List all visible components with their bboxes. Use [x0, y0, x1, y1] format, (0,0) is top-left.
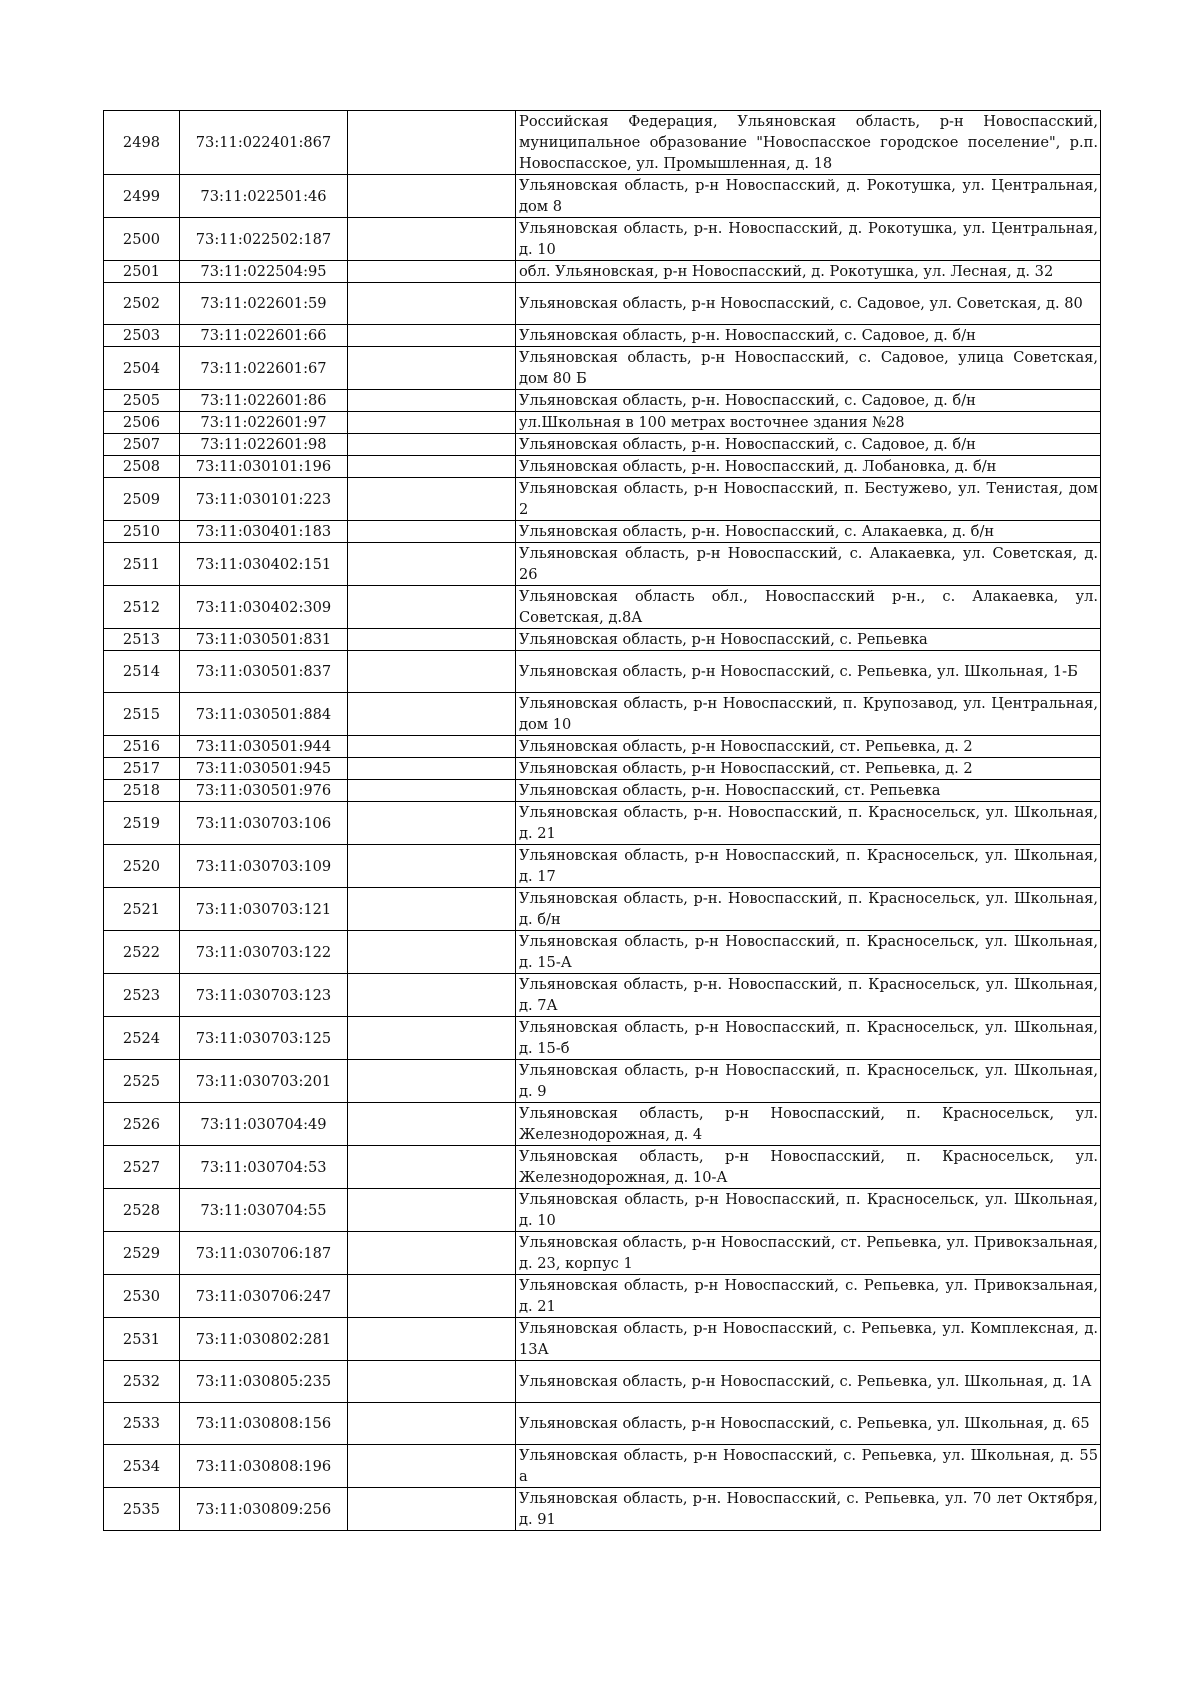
- empty-cell: [348, 412, 516, 434]
- empty-cell: [348, 1146, 516, 1189]
- table-row: [104, 283, 1101, 325]
- row-number: 2529: [104, 1232, 180, 1275]
- address: Ульяновская область, р-н Новоспасский, ст. Репьевка, ул. Привокзальная, д. 23, корпус 1: [516, 1232, 1101, 1275]
- table-row: [104, 1189, 1101, 1232]
- row-number: 2509: [104, 478, 180, 521]
- cadastral-number: 73:11:030808:196: [180, 1445, 348, 1488]
- row-number: 2533: [104, 1403, 180, 1445]
- table-row: [104, 412, 1101, 434]
- row-number: 2511: [104, 543, 180, 586]
- cadastral-number: 73:11:030402:309: [180, 586, 348, 629]
- table-row: [104, 218, 1101, 261]
- row-number: 2516: [104, 736, 180, 758]
- table-row: [104, 888, 1101, 931]
- table-row: [104, 456, 1101, 478]
- cadastral-number: 73:11:030501:944: [180, 736, 348, 758]
- row-number: 2523: [104, 974, 180, 1017]
- cadastral-number: 73:11:030703:121: [180, 888, 348, 931]
- row-number: 2534: [104, 1445, 180, 1488]
- row-number: 2527: [104, 1146, 180, 1189]
- address: Ульяновская область, р-н. Новоспасский, д. Рокотушка, ул. Центральная, д. 10: [516, 218, 1101, 261]
- cadastral-number: 73:11:022501:46: [180, 175, 348, 218]
- cadastral-number: 73:11:030501:945: [180, 758, 348, 780]
- address: Ульяновская область, р-н Новоспасский, ст. Репьевка, д. 2: [516, 736, 1101, 758]
- row-number: 2535: [104, 1488, 180, 1531]
- row-number: 2503: [104, 325, 180, 347]
- table-row: [104, 1403, 1101, 1445]
- row-number: 2524: [104, 1017, 180, 1060]
- address: Ульяновская область, р-н Новоспасский, с. Садовое, улица Советская, дом 80 Б: [516, 347, 1101, 390]
- empty-cell: [348, 1017, 516, 1060]
- empty-cell: [348, 693, 516, 736]
- table-row: [104, 629, 1101, 651]
- cadastral-number: 73:11:030703:123: [180, 974, 348, 1017]
- table-row: [104, 1146, 1101, 1189]
- table-row: [104, 1488, 1101, 1531]
- table-row: [104, 261, 1101, 283]
- address: Российская Федерация, Ульяновская область, р-н Новоспасский, муниципальное образование "Новоспасское городское поселение", р.п. Новоспасское, ул. Промышленная, д. 18: [516, 111, 1101, 175]
- empty-cell: [348, 1488, 516, 1531]
- table-row: [104, 1060, 1101, 1103]
- address: Ульяновская область, р-н Новоспасский, с. Репьевка, ул. Комплексная, д. 13А: [516, 1318, 1101, 1361]
- table-row: [104, 1275, 1101, 1318]
- table-body: [104, 111, 1101, 1531]
- row-number: 2519: [104, 802, 180, 845]
- table-row: [104, 845, 1101, 888]
- row-number: 2514: [104, 651, 180, 693]
- empty-cell: [348, 931, 516, 974]
- address: Ульяновская область, р-н Новоспасский, д. Рокотушка, ул. Центральная, дом 8: [516, 175, 1101, 218]
- table-row: [104, 736, 1101, 758]
- address: обл. Ульяновская, р-н Новоспасский, д. Рокотушка, ул. Лесная, д. 32: [516, 261, 1101, 283]
- cadastral-number: 73:11:030101:196: [180, 456, 348, 478]
- address: Ульяновская область, р-н Новоспасский, с. Репьевка, ул. Школьная, д. 55 а: [516, 1445, 1101, 1488]
- empty-cell: [348, 629, 516, 651]
- row-number: 2531: [104, 1318, 180, 1361]
- row-number: 2498: [104, 111, 180, 175]
- cadastral-number: 73:11:030704:55: [180, 1189, 348, 1232]
- empty-cell: [348, 651, 516, 693]
- row-number: 2508: [104, 456, 180, 478]
- empty-cell: [348, 175, 516, 218]
- empty-cell: [348, 1445, 516, 1488]
- empty-cell: [348, 1060, 516, 1103]
- table-row: [104, 1318, 1101, 1361]
- cadastral-number: 73:11:030101:223: [180, 478, 348, 521]
- table-row: [104, 931, 1101, 974]
- table-row: [104, 1361, 1101, 1403]
- empty-cell: [348, 543, 516, 586]
- empty-cell: [348, 780, 516, 802]
- empty-cell: [348, 347, 516, 390]
- address: Ульяновская область, р-н Новоспасский, с. Репьевка, ул. Школьная, д. 1А: [516, 1361, 1101, 1403]
- address: Ульяновская область, р-н Новоспасский, п. Красносельск, ул. Школьная, д. 17: [516, 845, 1101, 888]
- empty-cell: [348, 1103, 516, 1146]
- empty-cell: [348, 218, 516, 261]
- table-row: [104, 1445, 1101, 1488]
- empty-cell: [348, 1189, 516, 1232]
- row-number: 2525: [104, 1060, 180, 1103]
- row-number: 2505: [104, 390, 180, 412]
- cadastral-table: [103, 110, 1101, 1531]
- row-number: 2500: [104, 218, 180, 261]
- address: Ульяновская область, р-н Новоспасский, с. Репьевка, ул. Школьная, д. 65: [516, 1403, 1101, 1445]
- address: Ульяновская область, р-н Новоспасский, с. Алакаевка, ул. Советская, д. 26: [516, 543, 1101, 586]
- row-number: 2504: [104, 347, 180, 390]
- empty-cell: [348, 1275, 516, 1318]
- table-row: [104, 175, 1101, 218]
- address: Ульяновская область, р-н Новоспасский, п. Бестужево, ул. Тенистая, дом 2: [516, 478, 1101, 521]
- table-row: [104, 586, 1101, 629]
- address: Ульяновская область, р-н Новоспасский, п. Красносельск, ул. Железнодорожная, д. 4: [516, 1103, 1101, 1146]
- address: Ульяновская область, р-н. Новоспасский, с. Садовое, д. б/н: [516, 434, 1101, 456]
- row-number: 2526: [104, 1103, 180, 1146]
- cadastral-number: 73:11:030809:256: [180, 1488, 348, 1531]
- address: Ульяновская область, р-н Новоспасский, с. Садовое, ул. Советская, д. 80: [516, 283, 1101, 325]
- cadastral-number: 73:11:030501:976: [180, 780, 348, 802]
- table-row: [104, 1232, 1101, 1275]
- address: Ульяновская область, р-н. Новоспасский, с. Садовое, д. б/н: [516, 325, 1101, 347]
- table-row: [104, 1017, 1101, 1060]
- row-number: 2513: [104, 629, 180, 651]
- empty-cell: [348, 325, 516, 347]
- cadastral-number: 73:11:030703:201: [180, 1060, 348, 1103]
- empty-cell: [348, 261, 516, 283]
- cadastral-number: 73:11:022601:66: [180, 325, 348, 347]
- table-row: [104, 347, 1101, 390]
- empty-cell: [348, 845, 516, 888]
- cadastral-number: 73:11:022601:59: [180, 283, 348, 325]
- empty-cell: [348, 1403, 516, 1445]
- address: Ульяновская область, р-н. Новоспасский, с. Репьевка, ул. 70 лет Октября, д. 91: [516, 1488, 1101, 1531]
- row-number: 2512: [104, 586, 180, 629]
- empty-cell: [348, 478, 516, 521]
- empty-cell: [348, 1318, 516, 1361]
- empty-cell: [348, 390, 516, 412]
- address: Ульяновская область, р-н. Новоспасский, п. Красносельск, ул. Школьная, д. 21: [516, 802, 1101, 845]
- address: Ульяновская область, р-н Новоспасский, п. Красносельск, ул. Школьная, д. 9: [516, 1060, 1101, 1103]
- cadastral-number: 73:11:030401:183: [180, 521, 348, 543]
- address: Ульяновская область, р-н. Новоспасский, п. Красносельск, ул. Школьная, д. 7А: [516, 974, 1101, 1017]
- cadastral-number: 73:11:030501:831: [180, 629, 348, 651]
- cadastral-number: 73:11:022401:867: [180, 111, 348, 175]
- row-number: 2507: [104, 434, 180, 456]
- table-row: [104, 780, 1101, 802]
- table-row: [104, 802, 1101, 845]
- row-number: 2510: [104, 521, 180, 543]
- empty-cell: [348, 456, 516, 478]
- cadastral-number: 73:11:030704:53: [180, 1146, 348, 1189]
- address: Ульяновская область, р-н Новоспасский, п. Крупозавод, ул. Центральная, дом 10: [516, 693, 1101, 736]
- cadastral-number: 73:11:022601:67: [180, 347, 348, 390]
- cadastral-number: 73:11:030802:281: [180, 1318, 348, 1361]
- cadastral-number: 73:11:030703:125: [180, 1017, 348, 1060]
- address: Ульяновская область, р-н Новоспасский, п. Красносельск, ул. Школьная, д. 15-А: [516, 931, 1101, 974]
- address: Ульяновская область, р-н Новоспасский, п. Красносельск, ул. Школьная, д. 10: [516, 1189, 1101, 1232]
- row-number: 2515: [104, 693, 180, 736]
- cadastral-number: 73:11:022502:187: [180, 218, 348, 261]
- address: Ульяновская область, р-н Новоспасский, п. Красносельск, ул. Школьная, д. 15-б: [516, 1017, 1101, 1060]
- address: Ульяновская область, р-н. Новоспасский, ст. Репьевка: [516, 780, 1101, 802]
- table-row: [104, 651, 1101, 693]
- row-number: 2532: [104, 1361, 180, 1403]
- table-row: [104, 521, 1101, 543]
- address: Ульяновская область, р-н Новоспасский, ст. Репьевка, д. 2: [516, 758, 1101, 780]
- empty-cell: [348, 802, 516, 845]
- address: Ульяновская область, р-н. Новоспасский, п. Красносельск, ул. Школьная, д. б/н: [516, 888, 1101, 931]
- cadastral-number: 73:11:022601:86: [180, 390, 348, 412]
- cadastral-number: 73:11:030703:106: [180, 802, 348, 845]
- row-number: 2528: [104, 1189, 180, 1232]
- address: Ульяновская область, р-н. Новоспасский, с. Алакаевка, д. б/н: [516, 521, 1101, 543]
- address: Ульяновская область обл., Новоспасский р-н., с. Алакаевка, ул. Советская, д.8А: [516, 586, 1101, 629]
- address: Ульяновская область, р-н Новоспасский, п. Красносельск, ул. Железнодорожная, д. 10-А: [516, 1146, 1101, 1189]
- table-row: [104, 390, 1101, 412]
- row-number: 2501: [104, 261, 180, 283]
- table-row: [104, 325, 1101, 347]
- table-row: [104, 974, 1101, 1017]
- cadastral-number: 73:11:030402:151: [180, 543, 348, 586]
- row-number: 2520: [104, 845, 180, 888]
- table-row: [104, 111, 1101, 175]
- table-row: [104, 434, 1101, 456]
- cadastral-number: 73:11:030501:837: [180, 651, 348, 693]
- cadastral-number: 73:11:030706:247: [180, 1275, 348, 1318]
- row-number: 2521: [104, 888, 180, 931]
- cadastral-number: 73:11:030808:156: [180, 1403, 348, 1445]
- row-number: 2530: [104, 1275, 180, 1318]
- cadastral-number: 73:11:030703:109: [180, 845, 348, 888]
- cadastral-number: 73:11:030704:49: [180, 1103, 348, 1146]
- address: Ульяновская область, р-н Новоспасский, с. Репьевка, ул. Школьная, 1-Б: [516, 651, 1101, 693]
- table-row: [104, 543, 1101, 586]
- table-row: [104, 758, 1101, 780]
- empty-cell: [348, 974, 516, 1017]
- cadastral-number: 73:11:022601:97: [180, 412, 348, 434]
- row-number: 2522: [104, 931, 180, 974]
- cadastral-number: 73:11:030706:187: [180, 1232, 348, 1275]
- empty-cell: [348, 1361, 516, 1403]
- table-row: [104, 693, 1101, 736]
- empty-cell: [348, 586, 516, 629]
- empty-cell: [348, 1232, 516, 1275]
- row-number: 2518: [104, 780, 180, 802]
- empty-cell: [348, 758, 516, 780]
- cadastral-number: 73:11:022504:95: [180, 261, 348, 283]
- row-number: 2499: [104, 175, 180, 218]
- address: Ульяновская область, р-н. Новоспасский, д. Лобановка, д. б/н: [516, 456, 1101, 478]
- table-row: [104, 478, 1101, 521]
- address: Ульяновская область, р-н Новоспасский, с. Репьевка, ул. Привокзальная, д. 21: [516, 1275, 1101, 1318]
- cadastral-number: 73:11:030805:235: [180, 1361, 348, 1403]
- row-number: 2506: [104, 412, 180, 434]
- empty-cell: [348, 736, 516, 758]
- cadastral-number: 73:11:022601:98: [180, 434, 348, 456]
- empty-cell: [348, 888, 516, 931]
- cadastral-number: 73:11:030703:122: [180, 931, 348, 974]
- empty-cell: [348, 521, 516, 543]
- empty-cell: [348, 111, 516, 175]
- address: ул.Школьная в 100 метрах восточнее здания №28: [516, 412, 1101, 434]
- address: Ульяновская область, р-н. Новоспасский, с. Садовое, д. б/н: [516, 390, 1101, 412]
- row-number: 2502: [104, 283, 180, 325]
- table-row: [104, 1103, 1101, 1146]
- cadastral-number: 73:11:030501:884: [180, 693, 348, 736]
- empty-cell: [348, 283, 516, 325]
- row-number: 2517: [104, 758, 180, 780]
- address: Ульяновская область, р-н Новоспасский, с. Репьевка: [516, 629, 1101, 651]
- empty-cell: [348, 434, 516, 456]
